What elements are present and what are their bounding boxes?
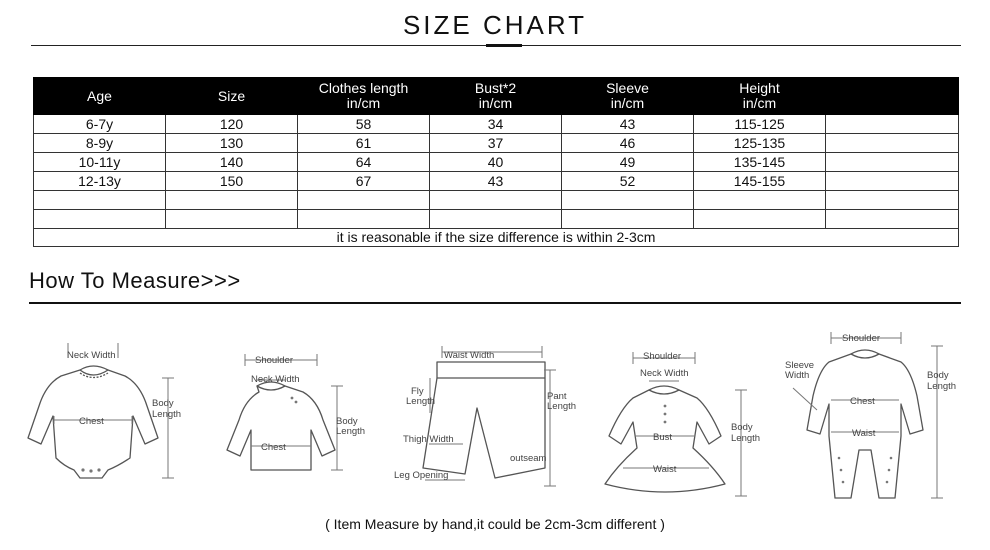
table-cell xyxy=(298,191,430,210)
label-chest: Chest xyxy=(79,416,104,427)
table-cell: 6-7y xyxy=(34,115,166,134)
label-body-length: Body xyxy=(731,422,753,433)
label-thigh-width: Thigh Width xyxy=(403,434,454,445)
label-chest: Chest xyxy=(850,396,875,407)
table-cell: 52 xyxy=(562,172,694,191)
romper-icon xyxy=(775,318,970,518)
table-cell: 61 xyxy=(298,134,430,153)
table-cell xyxy=(826,210,959,229)
table-cell: 150 xyxy=(166,172,298,191)
table-cell xyxy=(826,153,959,172)
label-chest: Chest xyxy=(261,442,286,453)
table-cell: 8-9y xyxy=(34,134,166,153)
header-size: Size xyxy=(166,78,298,115)
table-cell: 58 xyxy=(298,115,430,134)
table-cell xyxy=(34,210,166,229)
table-cell: 145-155 xyxy=(694,172,826,191)
bodysuit-icon xyxy=(20,318,190,518)
table-row xyxy=(34,134,959,153)
table-cell: 130 xyxy=(166,134,298,153)
page-title: SIZE CHART xyxy=(402,10,588,40)
label-pant-length-2: Length xyxy=(547,401,577,412)
table-cell: 140 xyxy=(166,153,298,172)
sweater-icon xyxy=(195,318,380,518)
table-cell: 34 xyxy=(430,115,562,134)
table-cell xyxy=(694,210,826,229)
table-row xyxy=(34,153,959,172)
table-cell xyxy=(694,191,826,210)
table-cell: 64 xyxy=(298,153,430,172)
table-cell: 43 xyxy=(562,115,694,134)
size-chart-table xyxy=(33,77,959,247)
label-body-length-2: Length xyxy=(336,426,366,437)
table-note-row xyxy=(34,229,959,247)
table-cell xyxy=(826,172,959,191)
table-cell: 46 xyxy=(562,134,694,153)
pants-icon xyxy=(385,318,585,518)
table-cell xyxy=(826,115,959,134)
measure-figures xyxy=(0,318,990,518)
label-leg-opening: Leg Opening xyxy=(394,470,449,481)
table-cell: 49 xyxy=(562,153,694,172)
table-cell: 67 xyxy=(298,172,430,191)
table-cell xyxy=(298,210,430,229)
table-cell xyxy=(826,191,959,210)
table-cell xyxy=(166,210,298,229)
label-body-length: Body xyxy=(336,416,358,427)
table-cell xyxy=(826,134,959,153)
label-outseam: outseam xyxy=(510,453,547,464)
label-fly-length: Fly xyxy=(411,386,424,397)
how-to-measure-divider xyxy=(29,302,961,304)
title-accent-bar xyxy=(486,44,522,47)
header-empty xyxy=(826,78,959,115)
table-row xyxy=(34,115,959,134)
table-header-row xyxy=(34,78,959,115)
table-cell: 37 xyxy=(430,134,562,153)
header-height: Height in/cm xyxy=(694,78,826,115)
table-cell: 115-125 xyxy=(694,115,826,134)
table-cell: 120 xyxy=(166,115,298,134)
label-neck-width: Neck Width xyxy=(251,374,300,385)
label-shoulder: Shoulder xyxy=(842,333,881,344)
table-cell xyxy=(430,210,562,229)
label-body-length: Body xyxy=(152,398,174,409)
header-sleeve: Sleeve in/cm xyxy=(562,78,694,115)
label-body-length-2: Length xyxy=(927,381,957,392)
header-age: Age xyxy=(34,78,166,115)
dress-icon xyxy=(585,318,770,518)
table-cell: 125-135 xyxy=(694,134,826,153)
label-pant-length: Pant xyxy=(547,391,567,402)
label-waist-width: Waist Width xyxy=(444,350,495,361)
label-sleeve-width-2: Width xyxy=(785,370,810,381)
label-neck-width: Neck Width xyxy=(640,368,689,379)
label-shoulder: Shoulder xyxy=(255,355,294,366)
label-sleeve-width: Sleeve xyxy=(785,360,815,371)
table-row xyxy=(34,172,959,191)
table-cell xyxy=(166,191,298,210)
table-row xyxy=(34,191,959,210)
label-neck-width: Neck Width xyxy=(67,350,116,361)
label-shoulder: Shoulder xyxy=(643,351,682,362)
header-clothes-length: Clothes length in/cm xyxy=(298,78,430,115)
how-to-measure-title: How To Measure>>> xyxy=(29,268,241,293)
table-row xyxy=(34,210,959,229)
table-cell: 43 xyxy=(430,172,562,191)
label-waist: Waist xyxy=(852,428,876,439)
table-cell xyxy=(34,191,166,210)
label-bust: Bust xyxy=(653,432,673,443)
header-bust: Bust*2 in/cm xyxy=(430,78,562,115)
label-body-length-2: Length xyxy=(152,409,182,420)
label-body-length: Body xyxy=(927,370,949,381)
footer-note: ( Item Measure by hand,it could be 2cm-3cm different ) xyxy=(325,516,665,532)
table-cell xyxy=(562,210,694,229)
label-waist: Waist xyxy=(653,464,677,475)
table-cell: 12-13y xyxy=(34,172,166,191)
size-note: it is reasonable if the size difference is within 2-3cm xyxy=(34,229,959,247)
table-cell xyxy=(430,191,562,210)
table-cell xyxy=(562,191,694,210)
table-cell: 40 xyxy=(430,153,562,172)
label-fly-length-2: Length xyxy=(406,396,436,407)
table-cell: 135-145 xyxy=(694,153,826,172)
label-body-length-2: Length xyxy=(731,433,761,444)
table-cell: 10-11y xyxy=(34,153,166,172)
